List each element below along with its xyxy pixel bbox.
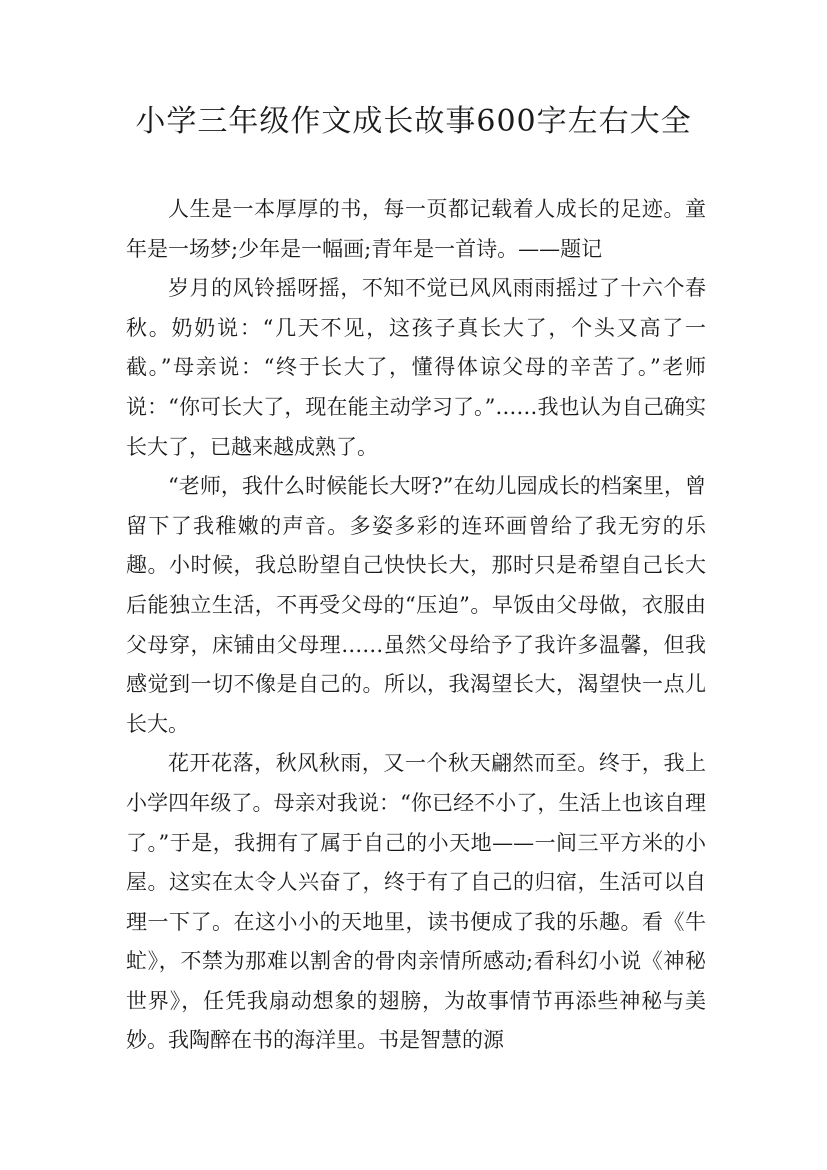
document-title: 小学三年级作文成长故事600字左右大全: [135, 104, 692, 139]
paragraph-growing-up: 岁月的风铃摇呀摇，不知不觉已风风雨雨摇过了十六个春秋。奶奶说：“几天不见，这孩子真长大了，个头又高了一截。”母亲说：“终于长大了，懂得体谅父母的辛苦了。”老师说：“你可长大了，现在能主动学习了。”……我也认为自己确实长大了，已越来越成熟了。: [126, 276, 706, 459]
paragraph-epigraph: 人生是一本厚厚的书，每一页都记载着人成长的足迹。童年是一场梦;少年是一幅画;青年是一首诗。——题记: [126, 197, 706, 261]
paragraph-fourth-grade: 花开花落，秋风秋雨，又一个秋天翩然而至。终于，我上小学四年级了。母亲对我说：“你已经不小了，生活上也该自理了。”于是，我拥有了属于自己的小天地——一间三平方米的小屋。这实在太令人兴奋了，终于有了自己的归宿，生活可以自理一下了。在这小小的天地里，读书便成了我的乐趣。看《牛虻》，不禁为那难以割舍的骨肉亲情所感动;看科幻小说《神秘世界》，任凭我扇动想象的翅膀，为故事情节再添些神秘与美妙。我陶醉在书的海洋里。书是智慧的源: [126, 751, 706, 1053]
paragraph-kindergarten: “老师，我什么时候能长大呀?”在幼儿园成长的档案里，曾留下了我稚嫩的声音。多姿多彩的连环画曾给了我无穷的乐趣。小时候，我总盼望自己快快长大，那时只是希望自己长大后能独立生活，不再受父母的“压迫”。早饭由父母做，衣服由父母穿，床铺由父母理……虽然父母给予了我许多温馨，但我感觉到一切不像是自己的。所以，我渴望长大，渴望快一点儿长大。: [126, 474, 706, 736]
document-body: [126, 190, 706, 1061]
